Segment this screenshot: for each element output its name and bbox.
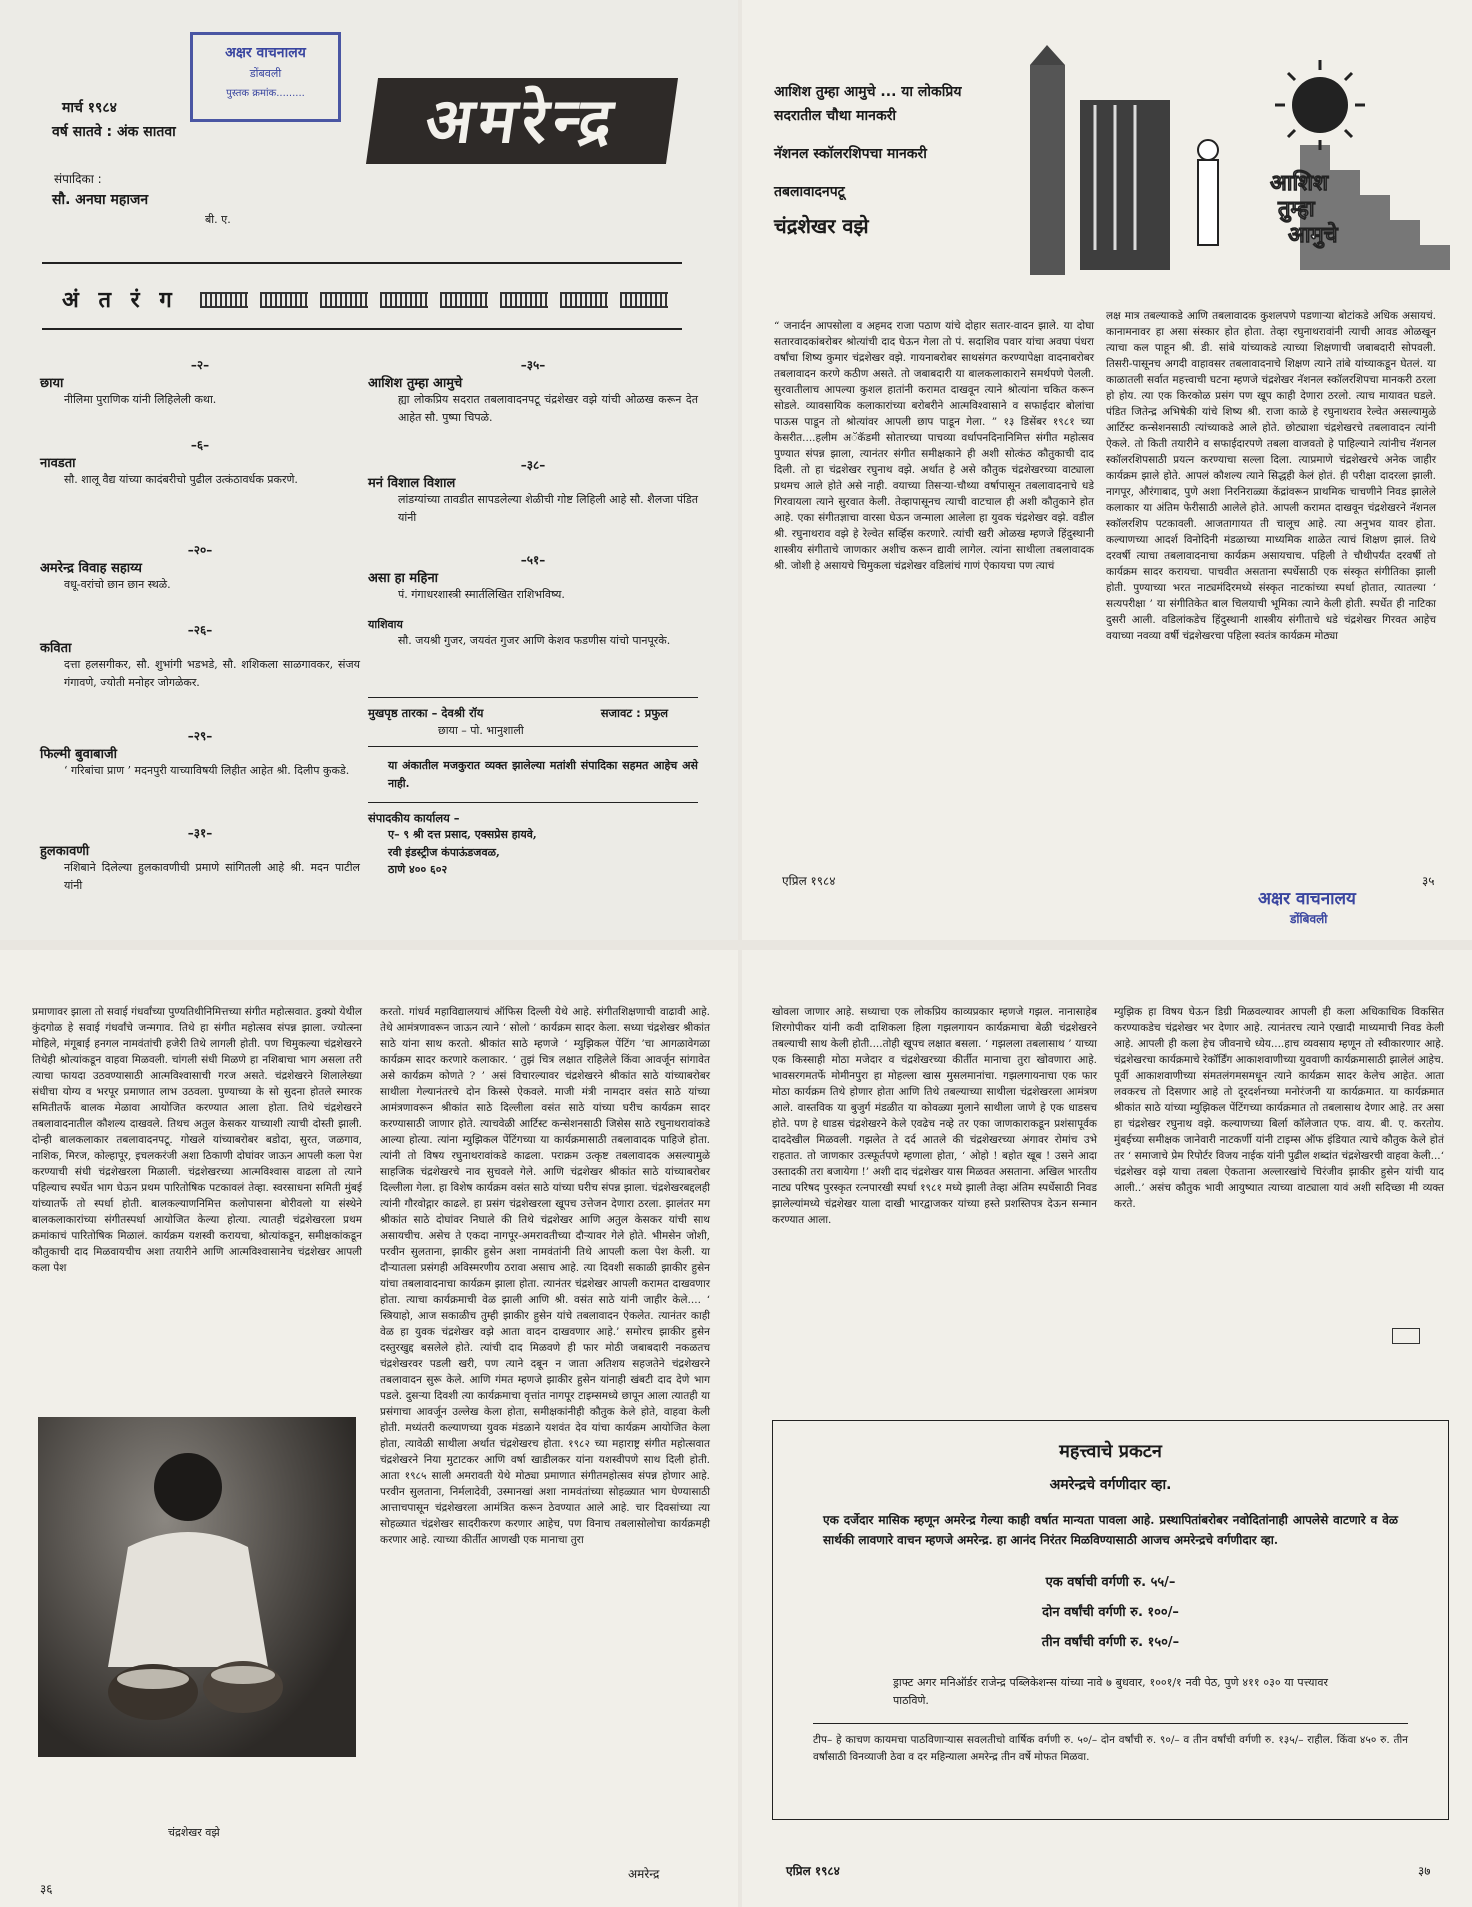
article-column-1: खोवला जाणार आहे. सध्याचा एक लोकप्रिय काव्यप्रकार म्हणजे गझल. नानासाहेब शिरगोपीकर यांनी कवी दाशिकला हिला गझलगायन कार्यक्रमाचा बेळी चंद्रशेखरने तबल्याची साथ केली होती....तोही खूपच लक्षात बसला. ‘ गझलला तबलासाथ ’ याच्या एक किस्साही मोठा मजेदार व चंद्रशेखरच्या कीर्तीत मानाचा तुरा खोवणारा आहे. भावसरगमतर्फे मोमीनपुरा हा मोहल्ला खास मुसलमानांचा. गझलगायनाचा एक फार मोठा कार्यक्रम तिथे होणार होता आणि तिथे तबल्याच्या साथीला चंद्रशेखरला आमंत्रण आले. वास्तविक या बुजुर्ग मंडळीत या कोवळ्या मुलाने साथीला जाणे हे एक धाडसच होते. पण हे धाडस चंद्रशेखरने केले एवढेच नव्हे तर एका जाणकाराकडून प्रशंसापूर्वक दाददेखील मिळवली. गझलेत ते दर्द आतले की चंद्रशेखरच्या अंगावर रोमांच उभे राहतात. तो जाणकार उत्स्फूर्तपणे म्हणाला होता, ‘ ओहो ! बहोत खूब ! उसने आदा उस्तादकी तरा बजायेगा !’ अशी दाद चंद्रशेखर यास मिळवत असताना. अखिल भारतीय नाट्य परिषद पुरस्कृत रत्नपारखी स्पर्धा १९८१ मध्ये झाली तेव्हा अंतिम स्पर्धेसाठी निवड झालेल्यांमध्ये चंद्रशेखर याला दाखी भारद्वाजकर यांच्या हस्ते प्रशस्तिपत्र देऊन सन्मान करण्यात आला.	[772, 1006, 1097, 1226]
masthead-logo: अमरेन्द्र	[366, 78, 678, 164]
divider	[368, 746, 698, 747]
divider	[42, 328, 682, 330]
article-column-1: प्रमाणावर झाला तो सवाई गंधर्वांच्या पुण्यतिथीनिमित्तच्या संगीत महोत्सवात. डुक्यो येथील कुंदगोळ हे सवाई गंधर्वांचे जन्मगाव. तिथे हा संगीत महोत्सव संपन्न झाला. ज्योत्स्ना मोहिले, मंगूबाई हनगल नामवंतांची हजेरी तिथे लागली होती. पण चिमुकल्या चंद्रशेखरने तिथेही श्रोत्यांकडून वाहवा मिळवली. चांगली संधी मिळणे हा नशिबाचा भाग असला तरी त्याचा फायदा उठवण्यासाठी आत्मविश्वासाची गरज असते. चंद्रशेखरने शिलालेख्या संधीचा योग्य व भरपूर प्रमाणात लाभ उठवला. पुण्याच्या के सो सुदना होतले स्मारक समितीतर्फे बालक मेळावा आयोजित करण्यात आला होता. तिथे चंद्रशेखरने तबलावादनातील कौशल्य दाखवले. तिथच अतुल केसकर याच्याशी त्याची दोस्ती झाली. दोन्ही बालकलाकार तबलावादनपटू. गोखले यांच्याबरोबर बडोदा, सुरत, जळगाव, नाशिक, मिरज, कोल्हापूर, इचलकरंजी अशा ठिकाणी दोघांवर जाऊन आपली कला पेश करण्याची संधी चंद्रशेखरला मिळाली. चंद्रशेखरच्या आत्मविश्वास वाढला तो त्याने पहिल्याच स्पर्धेत भाग घेऊन प्रथम पारितोषिक पटकावलं तेव्हा. स्वरसाधना समिती मुंबई यांच्यातर्फे तो स्पर्धा होती. बालकल्याणनिमित्त कलोपासना बोरीवलो या संस्थेने बालकलाकारांच्या संगीतस्पर्धा आयोजित केल्या होत्या. त्यातही चंद्रशेखरला प्रथम क्रमांकाचं पारितोषिक मिळालं. कार्यक्रम यशस्वी करायचा, श्रोत्यांकडून, समीक्षकांकडून कौतुकाची दाद मिळवायचीच अशा तयारीने आणि आत्मविश्वासानेच चंद्रशेखर आपली कला पेश	[32, 1006, 362, 1274]
entry-desc: ह्या लोकप्रिय सदरात तबलावादनपटू चंद्रशेखर वझे यांची ओळख करून देत आहेत सौ. पुष्पा चिपळे.	[398, 393, 698, 424]
library-stamp-place: डोंबिवली	[1290, 912, 1328, 926]
divider	[368, 802, 698, 803]
subscription-notice	[772, 1420, 1449, 1820]
issue-volume: वर्ष सातवे : अंक सातवा	[52, 124, 176, 140]
dagga-head	[211, 1666, 275, 1684]
entry-desc: सौ. शालू वैद्य यांच्या कादंबरीचो पुढील उत्कंठावर्धक प्रकरणे.	[64, 473, 298, 486]
entry-desc: लांडग्यांच्या तावडीत सापडलेल्या शेळीची गोष्ट लिहिली आहे सौ. शैलजा पंडित यांनी	[398, 493, 698, 524]
footer-date: एप्रिल १९८४	[782, 874, 836, 888]
notice-subtitle: अमरेन्द्रचे वर्गणीदार व्हा.	[1049, 1477, 1172, 1493]
contents-left-column	[40, 356, 360, 894]
intro-line: सदरातील चौथा मानकरी	[774, 108, 897, 124]
office-line: रवी इंडस्ट्रीज कंपाऊंडजवळ,	[388, 845, 500, 859]
rate-item: एक वर्षाची वर्गणी रु. ५५/–	[1045, 1575, 1176, 1590]
editor-label: संपादिका :	[54, 172, 102, 186]
rate-item: दोन वर्षांची वर्गणी रु. १००/–	[1042, 1605, 1179, 1620]
entry-page: –३८–	[520, 458, 546, 472]
entry-title: फिल्मी बुवाबाजी	[40, 747, 117, 762]
photo-caption: चंद्रशेखर वझे	[168, 1826, 220, 1839]
entry-desc: नीलिमा पुराणिक यांनी लिहिलेली कथा.	[64, 393, 217, 406]
divider	[813, 1723, 1408, 1724]
notice-title: महत्त्वाचे प्रकटन	[1059, 1441, 1162, 1462]
contents-entry	[40, 621, 360, 727]
entry-desc: सौ. जयश्री गुजर, जयवंत गुजर आणि केशव फडणीस यांचो पानपूरके.	[398, 634, 671, 647]
footer-page-number: ३६	[40, 1882, 53, 1896]
divider	[368, 697, 698, 698]
entry-page: –२०–	[187, 543, 213, 557]
issue-date: मार्च १९८४	[62, 100, 117, 116]
entry-desc: वधू-वरांचो छान छान स्थळे.	[64, 578, 171, 591]
rate-item: तीन वर्षांची वर्गणी रु. १५०/–	[1041, 1635, 1180, 1650]
contents-entry	[40, 727, 360, 824]
page-number: ३७	[1418, 1864, 1431, 1878]
contents-entry	[368, 456, 698, 551]
sun-icon	[1292, 77, 1348, 133]
contents-entry	[40, 356, 360, 436]
contents-entry	[40, 541, 360, 621]
intro-line: नॅशनल स्कॉलरशिपचा मानकरी	[774, 146, 927, 162]
library-stamp	[190, 32, 341, 122]
entry-desc: ‘ गरिबांचा प्राण ’ मदनपुरी याच्याविषयी लिहीत आहेत श्री. दिलीप कुकडे.	[64, 764, 350, 777]
tower-shape	[1030, 65, 1065, 275]
disclaimer: या अंकातील मजकुरात व्यक्त झालेल्या मतांशी संपादिका सहमत आहेच असे नाही.	[388, 759, 698, 790]
contents-entry	[40, 436, 360, 541]
entry-page: –२६–	[187, 623, 213, 637]
footer-title: अमरेन्द्र	[628, 1867, 660, 1881]
column-intro	[774, 80, 961, 204]
entry-page: –५१–	[520, 553, 546, 567]
entry-title: हुलकावणी	[40, 844, 90, 859]
entry-title: नावडता	[40, 456, 76, 471]
entry-page: –२९–	[187, 729, 213, 743]
entry-title: याशिवाय	[368, 618, 403, 631]
figure-person	[1198, 160, 1218, 245]
page-number: ३५	[1422, 874, 1435, 888]
photo-figure	[38, 1417, 356, 1757]
intro-line: तबलावादनपटू	[774, 184, 845, 200]
entry-title: आशिश तुम्हा आमुचे	[368, 376, 463, 391]
article-page-36	[0, 950, 738, 1907]
art-text-line: तुम्हा	[1278, 197, 1315, 222]
entry-page: –३१–	[187, 826, 213, 840]
footer-date: एप्रिल १९८४	[786, 1864, 840, 1878]
contents-entry	[368, 617, 698, 697]
photo-shirt	[108, 1532, 268, 1667]
article-column-2: करतो. गांधर्व महाविद्यालयाचं ऑफिस दिल्ली येथे आहे. संगीतशिक्षणाची वाढावी आहे. तेथे आमंत्रणावरून जाऊन त्याने ‘ सोलो ’ कार्यक्रम सादर केला. सध्या चंद्रशेखर श्रीकांत साठे यांना साथ करतो. श्रीकांत साठे म्हणजे ‘ म्युझिकल पेंटिंग ’चा आगळावेगळा कार्यक्रम सादर करणारे कलाकार. ‘ तुझं चित्र लक्षात राहिलेले किंवा आवर्जून सांगावेत असे कार्यक्रम कोणते ? ’ असं विचारल्यावर चंद्रशेखरने श्रीकांत साठे यांच्याबरोबर साथीला गेल्यानंतरचे दोन किस्से ऐकवले. माजी मंत्री नामदार वसंत साठे यांच्या आमंत्रणावरून श्रीकांत साठे दिल्लीला वसंत साठे यांच्या घरीच कार्यक्रम सादर करण्यासाठी जाणार होते. त्याचवेळी आर्टिस्ट कन्सेशनसाठी जिसेस साठे रघुनाथरावांकडे आल्या होत्या. त्यांना म्युझिकल पेंटिंगच्या या कार्यक्रमासाठी तबलावादक पाहिजे होता. त्यांनी तो विषय रघुनाथरावांकडे काढला. पराक्रम उत्कृष्ट तबलावादक असल्यामुळे साहजिक चंद्रशेखरचे नाव सुचवले गेले. आणि चंद्रशेखर श्रीकांत साठे यांच्याबरोबर दिल्लीला गेला. हा विशेष कार्यक्रम वसंत साठे यांच्या घरीच संपन्न झाला. चंद्रशेखरबद्दलही त्यांनी गौरवोद्गार काढले. हा प्रसंग चंद्रशेखरला खूपच उत्तेजन देणारा ठरला. झालंतर मग श्रीकांत साठे दोघांवर निघाले की तिथे चंद्रशेखर आणि अतुल केसकर यांची साथ असायचीच. असेच ते एकदा नागपूर-अमरावतीच्या दौऱ्यावर गेले होते. भीमसेन जोशी, परवीन सुलताना, झाकीर हुसेन अशा नामवंतांनी तिथे आपली कला पेश केली. या दौऱ्यातला प्रसंगही अविस्मरणीय ठरावा असाच आहे. त्या दिवशी सकाळी झाकीर हुसेन यांचा तबलावादनाचा कार्यक्रम झाला होता. त्यानंतर चंद्रशेखर आपली करामत दाखवणार होता. त्याचा कार्यक्रमाची वेळ झाली आणि श्री. वसंत साठे यांनी जाहीर केले.... ‘ स्त्रियाहो, आज सकाळीच तुम्ही झाकीर हुसेन यांचे तबलावादन ऐकलेत. त्यानंतर काही वेळ हा युवक चंद्रशेखर वझे आता वादन दाखवणार आहे.’ समोरच झाकीर हुसेन दस्तुरखुद्द बसलेले होते. त्यांची दाद मिळवणे ही फार मोठी जबाबदारी नकळतच चंद्रशेखरवर पडली खरी, पण त्याने दबून न जाता अतिशय सहजतेने चंद्रशेखरने तबलावादन सुरू केले. आणि गंमत म्हणजे झाकीर हुसेन यांनाही खंबटी दाद देणे भाग पडले. दुसऱ्या दिवशी त्या कार्यक्रमाचा वृत्तांत नागपूर टाइम्समध्ये छापून आला त्यातही या प्रसंगाचा आवर्जून उल्लेख केला होता, समीक्षकांनीही कौतुक केले होते, वाहवा केली होती. मध्यंतरी कल्याणच्या युवक मंडळाने यशवंत देव यांचा कार्यक्रम आयोजित केला होता, त्यावेळी साथीला अर्थात चंद्रशेखरच होता. १९८२ च्या महाराष्ट्र संगीत महोत्सवात चंद्रशेखरने निया मुटाटकर आणि वर्षा खाडीलकर यांना यशस्वीपणे साथ दिली होती. आता १९८५ साली अमरावती येथे मोठ्या प्रमाणात संगीतमहोत्सव संपन्न होणार आहे. परवीन सुलताना, निर्मलादेवी, उस्मानखां अशा नामवंतांच्या सोहळ्यात भाग घेण्यासाठी आत्ताचपासून चंद्रशेखरला आमंत्रित करून ठेवण्यात आले आहे. चार दिवसांच्या त्या सोहळ्यात चंद्रशेखर सादरीकरण करणार आहेच, पण विनाच तबलासोलोचा कार्यक्रमही करणार आहे. त्याच्या कीर्तीत आणखी एक मानाचा तुरा	[380, 1006, 710, 1546]
article-page-35	[742, 0, 1472, 940]
editor-name: सौ. अनघा महाजन	[52, 192, 149, 208]
entry-title: कविता	[40, 641, 72, 656]
entry-title: अमरेन्द्र विवाह सहाय्य	[40, 561, 142, 576]
tabla-head	[117, 1669, 189, 1689]
subject-name: चंद्रशेखर वझे	[774, 214, 869, 238]
contents-title: अं त रं ग	[62, 288, 178, 313]
office-address	[388, 826, 698, 879]
contents-ornament	[200, 292, 668, 308]
end-mark-box	[1392, 1328, 1420, 1344]
stamp-line2: डोंबवली	[249, 67, 282, 80]
office-label: संपादकीय कार्यालय –	[368, 811, 460, 825]
notice-body: एक दर्जेदार मासिक म्हणून अमरेन्द्र गेल्या काही वर्षात मान्यता पावला आहे. प्रस्थापितांबरोबर नवोदितांनाही आपलेसे वाटणारे व वेळ सार्थकी लावणारे वाचन म्हणजे अमरेन्द्र. हा आनंद निरंतर मिळविण्यासाठी आजच अमरेन्द्रचे वर्गणीदार व्हा.	[823, 1513, 1398, 1547]
intro-line: आशिश तुम्हा आमुचे ... या लोकप्रिय	[774, 84, 962, 100]
office-line: ठाणे ४०० ६०२	[388, 863, 448, 876]
cover-star: मुखपृष्ठ तारका – देवश्री रॉय	[368, 706, 484, 720]
cover-design: सजावट : प्रफुल	[600, 706, 668, 720]
cover-credits	[368, 706, 698, 721]
tabla-player-photo	[38, 1417, 356, 1757]
entry-title: छाया	[40, 376, 64, 391]
divider	[42, 262, 682, 264]
cover-photo: छाया – पो. भानुशाली	[438, 724, 524, 737]
art-text-line: आशिश	[1270, 171, 1329, 196]
figure-head	[1198, 140, 1218, 160]
contents-entry	[368, 551, 698, 617]
editor-degree: बी. ए.	[205, 213, 231, 226]
library-stamp-text: अक्षर वाचनालय	[1258, 889, 1356, 909]
entry-desc: पं. गंगाधरशास्त्री स्मार्तलिखित राशिभविष्य.	[398, 588, 565, 601]
contents-entry	[40, 824, 360, 894]
entry-desc: नशिबाने दिलेल्या हुलकावणीची प्रमाणे सांगितली आहे श्री. मदन पाटील यांनी	[64, 861, 360, 892]
contents-right-column	[368, 356, 698, 879]
office-line: ए– ९ श्री दत्त प्रसाद, एक्सप्रेस हायवे,	[388, 828, 537, 841]
photo-head	[154, 1453, 222, 1521]
entry-page: –३५–	[520, 358, 546, 372]
entry-page: –६–	[190, 438, 210, 452]
contents-page	[0, 0, 738, 940]
article-column-1: “ जनार्दन आपसोला व अहमद राजा पठाण यांचे दोहार सतार-वादन झाले. या दोघा सतारवादकांबरोबर श्रोत्यांची दाद घेऊन गेला तो पं. सदाशिव पवार यांचा अवघा पंधरा वर्षांचा शिष्य कुमार चंद्रशेखर वझे. गायनाबरोबर साथसंगत करण्यापेक्षा वादनाबरोबर तबलावादन करणे कठीण असते. तो जबाबदारी या बालकलाकाराने समर्थपणे पेलली. सुरवातीलाच आपल्या कुशल हातांनी करामत दाखवून त्याने श्रोत्यांना चकित करून सोडले. व्यावसायिक कलाकारांच्या बरोबरीने आत्मविश्वासाने व सफाईदार बोलांचा पाऊस पाडून तो श्रोत्यांवर आपली छाप पाडून गेला. ” १३ डिसेंबर १९८१ च्या केसरीत....हलीम अॅकॅडमी सोतारच्या पाचव्या वर्धापनदिनानिमित्त संगीत महोत्सव पुण्यात संपन्न झाला, त्यानंतर संगीत समीक्षकाने ही अशी सोत्कंठ कौतुकाची दाद दिली. तो हा चंद्रशेखर रघुनाथ वझे. अर्थात हे असे कौतुक चंद्रशेखरच्या वाट्याला प्रथमच आले होते असे नाही. वयाच्या तिसऱ्या-चौथ्या वर्षापासून तबलावादनाचे धडे गिरवायला त्याने सुरवात केली. तेव्हापासूनच त्याची वाटचाल ही अशी कौतुकाने होत आहे. एका संगीतज्ञाचा वारसा घेऊन जन्माला आलेला हा युवक चंद्रशेखर वझे. वडील श्री. रघुनाथराव वझे हे रेल्वेत सर्व्हिस करणारे. त्यांची खरी ओळख म्हणजे हिंदुस्थानी शास्त्रीय संगीताचे जाणकार अशीच करून द्यावी लागेल. त्यांना साथीला तबलावादक श्री. जोशी हे असायचे चिमुकला चंद्रशेखर वडिलांचं गाणं ऐकायचा पण त्याचं	[774, 320, 1094, 572]
article-column-2: म्युझिक हा विषय घेऊन डिग्री मिळवल्यावर आपली ही कला अधिकाधिक विकसित करण्याकडेच चंद्रशेखर भर देणार आहे. त्यानंतरच त्याने एखादी माध्यमाची निवड केली आहे. आपली ही कला हेच जीवनाचे ध्येय....हाच व्यवसाय म्हणून तो स्वीकारणार आहे. चंद्रशेखरचा कार्यक्रमाचे रेकॉर्डिंग आकाशवाणीच्या युववाणी कार्यक्रमासाठी झालेलं आहेच. पूर्वी आकाशवाणीच्या संमतलंगमसमधून त्याने कार्यक्रम सादर केलेच आहेत. आता लवकरच तो दिसणार आहे तो दूरदर्शनच्या मनोरंजनी या कार्यक्रमात. या कार्यक्रमात श्रीकांत साठे यांच्या म्युझिकल पेंटिंगच्या कार्यक्रमात तो तबलासाथ देणार आहे. तर असा हा चंद्रशेखर रघुनाथ वझे. कल्याणच्या बिर्ला कॉलेजात एफ. वाय. बी. ए. करतोय. मुंबईच्या समीक्षक जानेवारी नाटकर्णी यांनी टाइम्स ऑफ इंडियात त्याचे कौतुक केले होतं तर ‘ समाजाचे प्रेम रिपोर्टर विजय नाईक यांनी पुढील शब्दांत चंद्रशेखरची वाहवा केली...‘ चंद्रशेखर वझे याचा तबला ऐकताना अल्लारखांचे चिरंजीव झाकीर हुसेन यांची याद आली..’ असंच कौतुक भावी आयुष्यात त्याच्या वाट्याला यावं अशी सदिच्छा मी व्यक्त करते.	[1114, 1006, 1445, 1210]
art-text-line: आमुचे	[1288, 223, 1338, 248]
entry-title: मनं विशाल विशाल	[368, 476, 456, 491]
article-page-37	[742, 950, 1472, 1907]
entry-page: –२–	[190, 358, 210, 372]
notice-footnote: टीप– हे काचण कायमचा पाठविणाऱ्यास सवलतीचो वार्षिक वर्गणी रु. ५०/– दोन वर्षांची रु. ९०/– व तीन वर्षांची वर्गणी रु. १३५/– राहील. किंवा ४५० रु. तीन वर्षांसाठी विनव्याजी ठेवा व दर महिन्याला अमरेन्द्र तीन वर्षे मोफत मिळवा.	[813, 1734, 1408, 1763]
entry-title: असा हा महिना	[368, 571, 439, 586]
stamp-line3: पुस्तक क्रमांक.........	[226, 88, 305, 99]
rates-list	[773, 1568, 1448, 1658]
payment-instructions: ड्राफ्ट अगर मनिऑर्डर राजेन्द्र पब्लिकेशन्स यांच्या नावे ७ बुधवार, १००१/१ नवी पेठ, पुणे ४११ ०३० या पत्त्यावर पाठविणे.	[893, 1676, 1328, 1707]
stamp-line1: अक्षर वाचनालय	[225, 45, 306, 61]
contents-entry	[368, 356, 698, 456]
column-illustration	[1020, 40, 1450, 280]
entry-desc: दत्ता हलसगीकर, सौ. शुभांगी भडभडे, सौ. शशिकला साळगावकर, संजय गंगावणे, ज्योती मनोहर जोगळेकर.	[64, 658, 360, 689]
tower-top	[1030, 45, 1065, 65]
article-column-2: लक्ष मात्र तबल्याकडे आणि तबलावादक कुशलपणे पडणाऱ्या बोटांकडे अधिक असायचं. कानामनावर हा असा संस्कार होत होता. तेव्हा रघुनाथरावांनी त्याची आवड ओळखून त्याचा कल पाहून श्री. डी. सांबे यांच्याकडे त्याच्या शिक्षणाची जबाबदारी सोपवली. तिसरी-पासूनच अगदी वाहावसर तबलावादनाचे शिक्षण त्याने तांबे यांच्याकडून घेतलं. या काळातली सर्वात महत्त्वाची घटना म्हणजे चंद्रशेखर नॅशनल स्कॉलरशिपचा मानकरी ठरला हो होय. त्या एक किरकोळ प्रसंग पण खूप काही देणारा ठरलो. त्याच मायावत घडले. पंडित जितेन्द्र अभिषेकी यांचे शिष्य श्री. राजा काळे हे रघुनाथराव रेल्वेत असल्यामुळे आर्टिस्ट कन्सेशनसाठी त्यांच्याकडे आले होते. छोट्याशा चंद्रशेखरचे तबलावादन त्यांनी ऐकले. तो किती तयारीने व सफाईदारपणे तबला वाजवतो हे पाहिल्याने त्यांनीच नॅशनल स्कॉलरशिपसाठी प्रयत्न करण्याचा सल्ला दिला. त्याप्रमाणे चंद्रशेखरचे अनेक जाहीर कार्यक्रम झाले होते. आपलं कौशल्य त्याने सिद्धही केलं होतं. ही परीक्षा दादरला झाली. नागपूर, औरंगाबाद, पुणे अशा निरनिराळ्या केंद्रांवरून प्राथमिक चाचणीने निवड झालेले कलाकार या अंतिम फेरीसाठी आलेले होते. आपली करामत दाखवून चंद्रशेखरने नॅशनल स्कॉलरशिप पटकावली. आजतागायत ती चालूच आहे. त्या अनुभव यावर होता. कल्याणच्या आदर्श विनोदिनी मंडळाच्या माध्यमिक शाळेत त्याचं शिक्षण झालं. तिथे दरवर्षी त्याचा तबलावादनाचा कार्यक्रम असायचाच. पहिली ते चौथीपर्यंत दरवर्षी तो कार्यक्रम सादर करायचा. पाचवीत असताना स्पर्धेसाठी एक संस्कृत संगीतिका झाली होती. पुण्याच्या भरत नाट्यमंदिरमध्ये संस्कृत नाटकांच्या स्पर्धा होतात, त्यातल्या ‘ सत्यपरीक्षा ’ या संगीतिकेत बाल चिलयाची भूमिका त्याने केली होती. स्पर्धेत ही नाटिका दुसरी आली. वडिलांकडेच हिंदुस्थानी शास्त्रीय संगीताचे धडे चंद्रशेखर गिरवत आहेच वयाच्या नवव्या वर्षी चंद्रशेखरचा पहिला स्वतंत्र कार्यक्रम मोठ्या	[1106, 310, 1436, 642]
